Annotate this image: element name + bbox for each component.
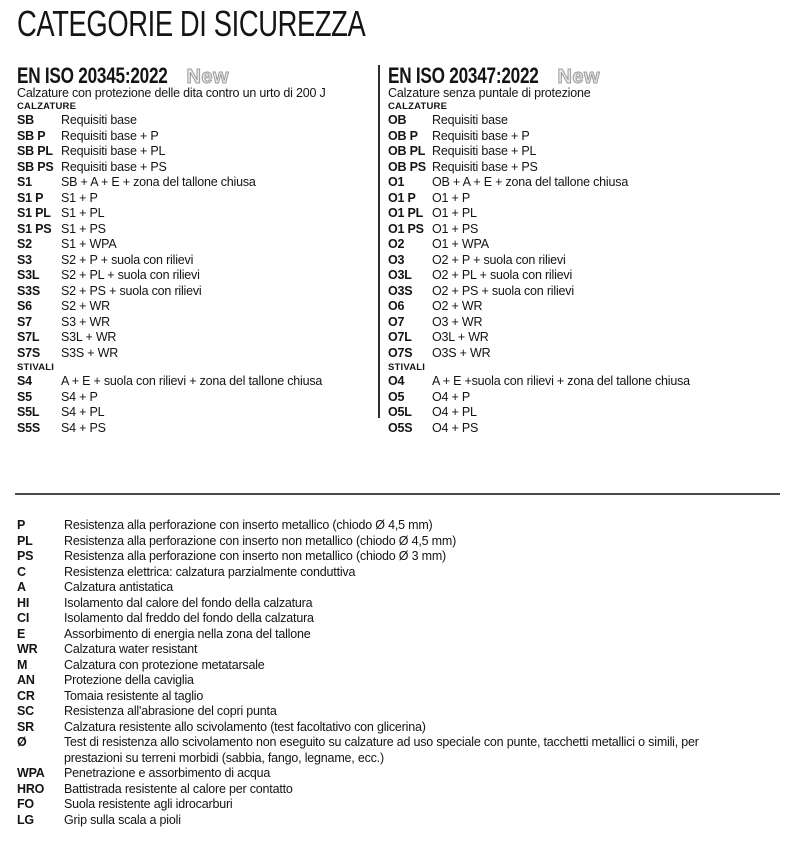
description-text: Resistenza alla perforazione con inserto non metallico (chiodo Ø 4,5 mm)	[64, 533, 457, 548]
category-row	[388, 237, 778, 253]
description-text: O4 + PL	[432, 405, 477, 419]
description-text: O1 + WPA	[432, 237, 489, 251]
description-text: S2 + P + suola con rilievi	[61, 252, 194, 267]
legend-row	[17, 611, 747, 627]
code-label: S3L	[17, 268, 40, 282]
category-row	[388, 175, 778, 191]
legend-row	[17, 627, 747, 643]
code-label: SR	[17, 719, 34, 734]
description-text: Grip sulla scala a pioli	[64, 812, 181, 827]
code-label: LG	[17, 812, 34, 827]
legend-row	[17, 689, 747, 705]
standard-column-en-iso-20345	[17, 63, 378, 436]
category-row	[388, 330, 778, 346]
new-badge-20347: New	[557, 66, 601, 88]
description-text: S1 + P	[61, 190, 98, 205]
category-row	[17, 421, 378, 437]
category-row	[388, 206, 778, 222]
category-row	[388, 299, 778, 315]
description-text: Resistenza all'abrasione del copri punta	[64, 704, 277, 718]
description-text: O4 + P	[432, 389, 471, 404]
code-label: S1 P	[17, 190, 44, 205]
code-label: S5	[17, 389, 32, 404]
category-row	[388, 421, 778, 437]
standard-header-20345	[17, 63, 378, 88]
code-label: O6	[388, 299, 405, 313]
category-row	[388, 390, 778, 406]
section-header: CALZATURE	[17, 101, 77, 112]
description-text: OB + A + E + zona del tallone chiusa	[432, 175, 629, 189]
legend-list	[17, 518, 747, 828]
category-row	[17, 315, 378, 331]
description-text: O3L + WR	[432, 330, 489, 344]
description-text: S1 + PL	[61, 206, 105, 220]
code-label: SB PS	[17, 159, 54, 174]
description-text: O3 + WR	[432, 314, 483, 329]
code-label: S3	[17, 252, 32, 267]
description-text: O4 + PS	[432, 420, 479, 435]
code-label: M	[17, 657, 28, 672]
category-row	[388, 405, 778, 421]
category-row	[17, 253, 378, 269]
category-row	[17, 175, 378, 191]
legend-row	[17, 518, 747, 534]
code-label: S1 PS	[17, 221, 52, 236]
standard-title-20347: EN ISO 20347:2022	[388, 63, 539, 88]
code-label: SB	[17, 113, 34, 127]
page-title: CATEGORIE DI SICUREZZA	[17, 3, 366, 44]
standard-subtitle-20347: Calzature senza puntale di protezione	[388, 86, 591, 100]
category-list-20345	[17, 100, 378, 436]
description-text: S3S + WR	[61, 345, 119, 360]
code-label: O2	[388, 237, 405, 251]
category-row	[388, 129, 778, 145]
code-label: WPA	[17, 766, 45, 780]
standard-subtitle-20345: Calzature con protezione delle dita contro un urto di 200 J	[17, 86, 326, 100]
legend-row	[17, 720, 747, 736]
legend-row	[17, 673, 747, 689]
standard-header-20347	[388, 63, 778, 88]
code-label: S3S	[17, 283, 41, 298]
code-label: OB P	[388, 128, 418, 143]
code-label: A	[17, 580, 26, 594]
code-label: OB PL	[388, 144, 426, 158]
legend-row	[17, 704, 747, 720]
category-list-20347	[388, 100, 778, 436]
category-row	[388, 144, 778, 160]
description-text: S4 + PS	[61, 420, 106, 435]
code-label: O3L	[388, 268, 412, 282]
description-text: Resistenza alla perforazione con inserto metallico (chiodo Ø 4,5 mm)	[64, 518, 433, 532]
code-label: Ø	[17, 735, 27, 749]
description-text: S3L + WR	[61, 330, 117, 344]
description-text: Isolamento dal calore del fondo della calzatura	[64, 595, 313, 610]
code-label: O7	[388, 314, 405, 329]
category-row	[17, 129, 378, 145]
description-text: Tomaia resistente al taglio	[64, 688, 204, 703]
description-text: Isolamento dal freddo del fondo della calzatura	[64, 611, 314, 625]
legend-row	[17, 642, 747, 658]
code-label: SB PL	[17, 144, 53, 158]
code-label: S7	[17, 314, 32, 329]
legend-row	[17, 813, 747, 829]
description-text: A + E + suola con rilievi + zona del tallone chiusa	[61, 374, 323, 388]
legend-row	[17, 782, 747, 798]
legend-row	[17, 549, 747, 565]
code-label: SC	[17, 704, 34, 718]
description-text: Calzatura resistente allo scivolamento (test facoltativo con glicerina)	[64, 719, 426, 734]
description-text: Calzatura antistatica	[64, 580, 174, 594]
description-text: S2 + PS + suola con rilievi	[61, 283, 202, 298]
code-label: O5S	[388, 420, 413, 435]
category-row	[17, 222, 378, 238]
category-row	[17, 113, 378, 129]
description-text: Requisiti base	[61, 113, 137, 127]
code-label: OB	[388, 113, 407, 127]
description-text: Assorbimento di energia nella zona del tallone	[64, 626, 311, 641]
code-label: O1 PS	[388, 221, 424, 236]
standard-title-20345: EN ISO 20345:2022	[17, 63, 168, 88]
legend-row	[17, 797, 747, 813]
code-label: O4	[388, 374, 405, 388]
standards-columns	[17, 63, 778, 436]
description-text: Battistrada resistente al calore per contatto	[64, 781, 293, 796]
description-text: Requisiti base + PL	[432, 144, 537, 158]
category-row	[17, 268, 378, 284]
code-label: S7S	[17, 345, 41, 360]
description-text: S2 + WR	[61, 299, 110, 313]
category-row	[388, 160, 778, 176]
code-label: P	[17, 518, 26, 532]
description-text: O2 + PL + suola con rilievi	[432, 268, 573, 282]
category-row	[17, 144, 378, 160]
category-row	[388, 222, 778, 238]
category-row	[17, 390, 378, 406]
description-text: S3 + WR	[61, 314, 110, 329]
description-text: Test di resistenza allo scivolamento non eseguito su calzature ad uso speciale con punte, tacchetti metallici o simili, per prestazioni su terreni morbidi (sabbia, fango, legname, ecc.)	[64, 735, 699, 765]
description-text: O1 + P	[432, 190, 471, 205]
description-text: S4 + PL	[61, 405, 105, 419]
code-label: S7L	[17, 330, 40, 344]
description-text: Protezione della caviglia	[64, 673, 194, 687]
category-row	[388, 113, 778, 129]
description-text: SB + A + E + zona del tallone chiusa	[61, 175, 256, 189]
description-text: Calzatura con protezione metatarsale	[64, 657, 265, 672]
description-text: Penetrazione e assorbimento di acqua	[64, 766, 271, 780]
description-text: Requisiti base + PL	[61, 144, 166, 158]
legend-row	[17, 658, 747, 674]
category-row	[388, 374, 778, 390]
description-text: O2 + WR	[432, 299, 483, 313]
category-row	[388, 191, 778, 207]
description-text: O1 + PL	[432, 206, 477, 220]
code-label: CR	[17, 688, 35, 703]
description-text: O2 + PS + suola con rilievi	[432, 283, 574, 298]
description-text: O3S + WR	[432, 345, 491, 360]
description-text: S2 + PL + suola con rilievi	[61, 268, 200, 282]
code-label: O5	[388, 389, 405, 404]
category-row	[17, 374, 378, 390]
description-text: S4 + P	[61, 389, 98, 404]
section-header: CALZATURE	[388, 101, 448, 112]
category-row	[388, 253, 778, 269]
legend-row	[17, 735, 747, 766]
code-label: HI	[17, 595, 30, 610]
description-text: Resistenza alla perforazione con inserto non metallico (chiodo Ø 3 mm)	[64, 549, 447, 563]
description-text: O2 + P + suola con rilievi	[432, 252, 566, 267]
code-label: S5S	[17, 420, 41, 435]
code-label: O3	[388, 252, 405, 267]
description-text: Requisiti base + PS	[432, 159, 538, 174]
code-label: S1 PL	[17, 206, 51, 220]
section-header: STIVALI	[388, 362, 426, 373]
category-row	[17, 330, 378, 346]
code-label: HRO	[17, 781, 45, 796]
category-row	[17, 237, 378, 253]
category-row	[17, 284, 378, 300]
code-label: O7L	[388, 330, 412, 344]
code-label: OB PS	[388, 159, 426, 174]
category-row	[388, 284, 778, 300]
code-label: O3S	[388, 283, 413, 298]
code-label: S6	[17, 299, 32, 313]
description-text: Calzatura water resistant	[64, 642, 198, 656]
description-text: A + E +suola con rilievi + zona del tallone chiusa	[432, 374, 690, 388]
code-label: PL	[17, 533, 33, 548]
description-text: Resistenza elettrica: calzatura parzialmente conduttiva	[64, 564, 356, 579]
code-label: FO	[17, 797, 34, 811]
code-label: PS	[17, 549, 34, 563]
code-label: CI	[17, 611, 30, 625]
description-text: Requisiti base	[432, 113, 508, 127]
standard-column-en-iso-20347	[378, 63, 778, 436]
category-row	[17, 346, 378, 362]
code-label: S2	[17, 237, 32, 251]
description-text: S1 + PS	[61, 221, 106, 236]
description-text: S1 + WPA	[61, 237, 117, 251]
description-text: O1 + PS	[432, 221, 479, 236]
horizontal-divider	[15, 493, 780, 495]
legend-row	[17, 766, 747, 782]
legend-row	[17, 580, 747, 596]
new-badge-20345: New	[186, 66, 230, 88]
category-row	[17, 299, 378, 315]
code-label: C	[17, 564, 26, 579]
code-label: WR	[17, 642, 38, 656]
description-text: Requisiti base + P	[432, 128, 530, 143]
category-row	[388, 315, 778, 331]
category-row	[17, 160, 378, 176]
category-row	[17, 206, 378, 222]
code-label: O5L	[388, 405, 412, 419]
legend-row	[17, 596, 747, 612]
code-label: O1 PL	[388, 206, 424, 220]
category-row	[388, 346, 778, 362]
category-row	[17, 405, 378, 421]
code-label: S5L	[17, 405, 40, 419]
code-label: AN	[17, 673, 35, 687]
vertical-divider	[378, 65, 380, 418]
code-label: SB P	[17, 128, 46, 143]
code-label: O1	[388, 175, 405, 189]
description-text: Suola resistente agli idrocarburi	[64, 797, 233, 811]
code-label: S1	[17, 175, 32, 189]
code-label: S4	[17, 374, 32, 388]
category-row	[388, 268, 778, 284]
description-text: Requisiti base + P	[61, 128, 159, 143]
legend-row	[17, 534, 747, 550]
code-label: O1 P	[388, 190, 416, 205]
legend-row	[17, 565, 747, 581]
code-label: O7S	[388, 345, 413, 360]
description-text: Requisiti base + PS	[61, 159, 167, 174]
code-label: E	[17, 626, 26, 641]
section-header: STIVALI	[17, 362, 55, 373]
category-row	[17, 191, 378, 207]
